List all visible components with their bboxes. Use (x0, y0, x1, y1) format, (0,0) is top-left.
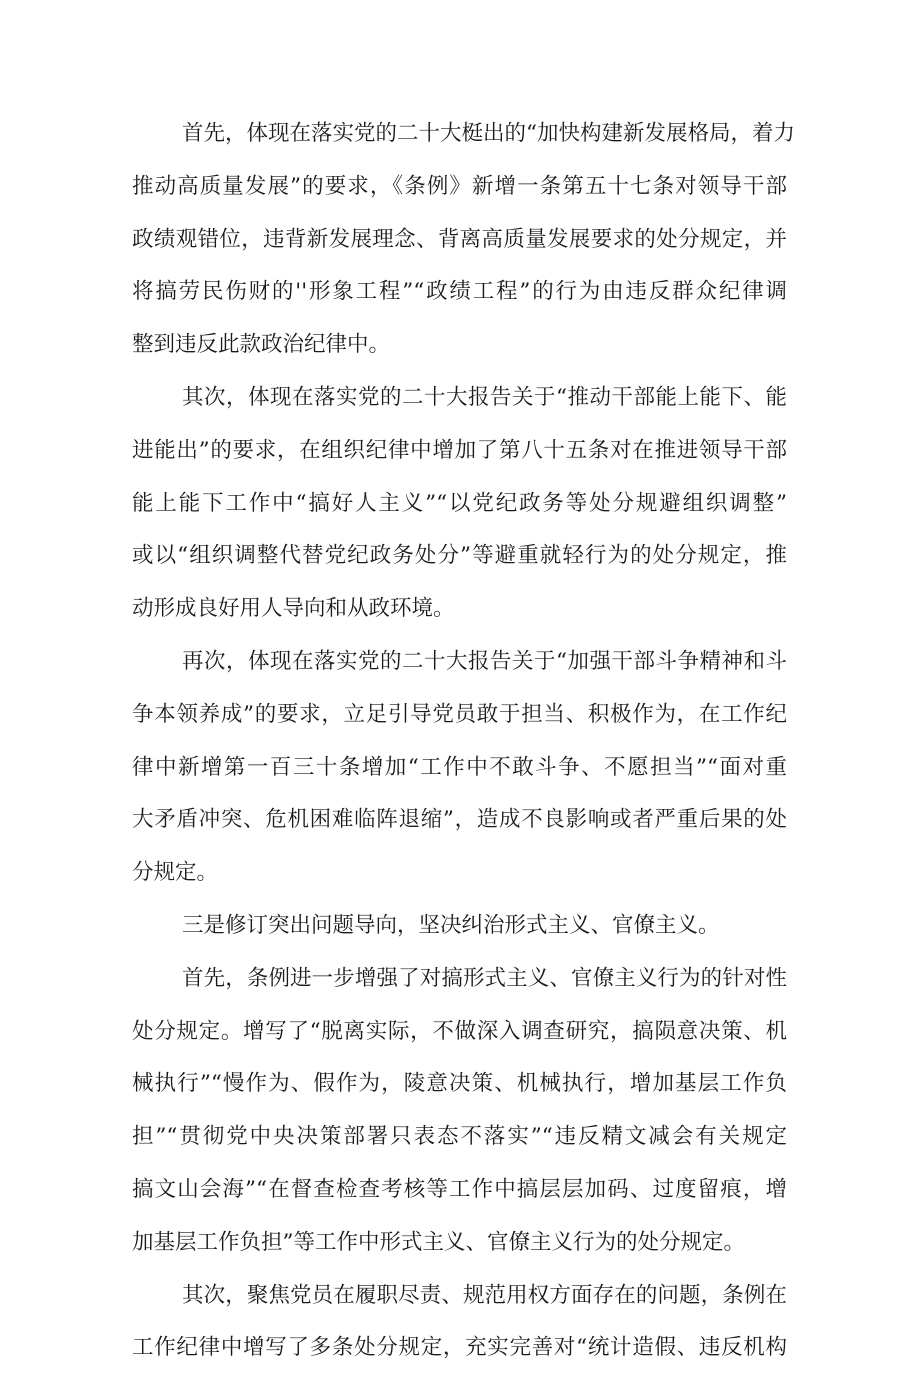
text-line: 能上能下工作中“搞好人主义”“以党纪政务等处分规避组织调整” (132, 490, 787, 516)
text-line: 推动高质量发展”的要求，《条例》新增一条第五十七条对领导干部 (132, 173, 787, 199)
paragraph (132, 108, 795, 372)
paragraph (132, 900, 787, 953)
paragraph (132, 372, 787, 636)
text-line: 律中新增第一百三十条增加“工作中不敢斗争、不愿担当”“面对重 (132, 754, 787, 780)
text-line: 加基层工作负担”等工作中形式主义、官僚主义行为的处分规定。 (132, 1229, 745, 1255)
text-line: 搞文山会海”“在督查检查考核等工作中搞层层加码、过度留痕，增 (132, 1176, 787, 1202)
text-line: 争本领养成”的要求，立足引导党员敢于担当、积极作为，在工作纪 (132, 701, 787, 727)
paragraph (132, 636, 787, 900)
text-line: 将搞劳民伤财的''形象工程”“政绩工程”的行为由违反群众纪律调 (132, 279, 787, 305)
document-body (132, 108, 795, 1375)
text-line: 或以“组织调整代替党纪政务处分”等避重就轻行为的处分规定，推 (132, 543, 787, 569)
text-line: 进能出”的要求，在组织纪律中增加了第八十五条对在推进领导干部 (132, 437, 787, 463)
text-line: 其次，聚焦党员在履职尽责、规范用权方面存在的问题，条例在 (182, 1282, 787, 1308)
text-line: 械执行”“慢作为、假作为，陵意决策、机械执行，增加基层工作负 (132, 1071, 787, 1097)
text-line: 首先，条例进一步增强了对搞形式主义、官僚主义行为的针对性 (182, 965, 787, 991)
text-line: 处分规定。增写了“脱离实际，不做深入调查研究，搞陨意决策、机 (132, 1018, 787, 1044)
text-line: 三是修订突出问题导向，坚决纠治形式主义、官僚主义。 (182, 912, 720, 938)
text-line: 再次，体现在落实党的二十大报告关于“加强干部斗争精神和斗 (182, 648, 787, 674)
text-line: 分规定。 (132, 860, 219, 886)
text-line: 动形成良好用人导向和从政环境。 (132, 596, 455, 622)
text-line: 政绩观错位，违背新发展理念、背离高质量发展要求的处分规定，并 (132, 226, 787, 252)
paragraph (132, 1270, 787, 1375)
text-line: 担”“贯彻党中央决策部署只表态不落实”“违反精文减会有关规定 (132, 1124, 787, 1150)
text-line: 工作纪律中增写了多条处分规定，充实完善对“统计造假、违反机构 (132, 1335, 787, 1361)
text-line: 首先，体现在落实党的二十大梃出的“加快构建新发展格局，着力 (182, 121, 795, 146)
text-line: 整到违反此款政治纪律中。 (132, 332, 391, 358)
text-line: 大矛盾冲突、危机困难临阵退缩”，造成不良影响或者严重后果的处 (132, 807, 787, 833)
text-line: 其次，体现在落实党的二十大报告关于“推动干部能上能下、能 (182, 384, 787, 410)
paragraph (132, 953, 787, 1270)
